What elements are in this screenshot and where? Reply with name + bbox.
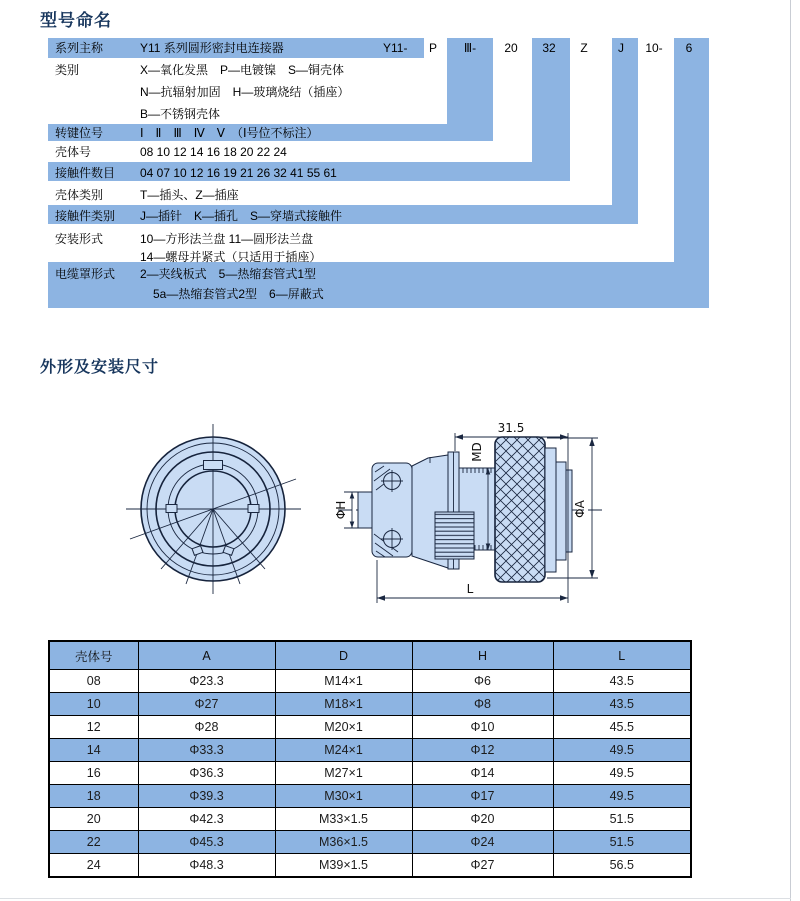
row-value-contact-count: 04 07 10 12 16 19 21 26 32 41 55 61	[140, 166, 337, 180]
row-label-cable-cover: 电缆罩形式	[55, 267, 116, 281]
code-column-cable-cover	[674, 38, 709, 263]
table-row: 22 Φ45.3 M36×1.5 Φ24 51.5	[49, 831, 691, 854]
col-header-l: L	[553, 641, 691, 670]
front-view-drawing	[126, 424, 301, 594]
dim-label-phi-a: ΦA	[573, 500, 587, 518]
page-edge-right	[790, 0, 791, 901]
col-header-h: H	[412, 641, 553, 670]
dimensions-table	[48, 640, 692, 878]
highlight-bar-contact-type	[48, 205, 638, 224]
row-value-series: Y11 系列圆形密封电连接器	[140, 41, 284, 55]
code-segment-contact-type: J	[618, 41, 624, 55]
dim-label-phi-h: ΦH	[334, 500, 348, 520]
table-row: 20 Φ42.3 M33×1.5 Φ20 51.5	[49, 808, 691, 831]
row-value-contact-type: J—插针 K—插孔 S—穿墙式接触件	[140, 209, 343, 223]
row-value-shell-type: T—插头、Z—插座	[140, 188, 239, 202]
row-value-mounting-2: 14—螺母并紧式（只适用于插座）	[140, 250, 322, 264]
col-header-shell: 壳体号	[49, 641, 138, 670]
dim-label-31-5: 31.5	[497, 421, 525, 435]
dim-label-md: MD	[470, 442, 484, 462]
table-row: 08 Φ23.3 M14×1 Φ6 43.5	[49, 670, 691, 693]
row-value-cable-cover-2: 5a—热缩套管式2型 6—屏蔽式	[153, 287, 324, 301]
code-segment-shell-type: Z	[580, 41, 588, 55]
code-segment-cable-cover: 6	[685, 41, 693, 55]
row-label-series: 系列主称	[55, 41, 104, 55]
table-row: 12 Φ28 M20×1 Φ10 45.5	[49, 716, 691, 739]
row-label-mounting: 安装形式	[55, 232, 104, 246]
col-header-a: A	[138, 641, 275, 670]
side-view-drawing	[334, 421, 602, 603]
code-segment-shell-number: 20	[504, 41, 518, 55]
row-value-shell-number: 08 10 12 14 16 18 20 22 24	[140, 145, 287, 159]
row-value-cable-cover-1: 2—夹线板式 5—热缩套管式1型	[140, 267, 317, 281]
keyway-right	[248, 505, 259, 513]
row-label-contact-count: 接触件数目	[55, 166, 116, 180]
row-value-key-position: Ⅰ Ⅱ Ⅲ Ⅳ Ⅴ （Ⅰ号位不标注）	[140, 126, 319, 140]
row-label-shell-type: 壳体类别	[55, 188, 104, 202]
table-row: 18 Φ39.3 M30×1 Φ17 49.5	[49, 785, 691, 808]
row-label-key-position: 转键位号	[55, 126, 104, 140]
page-edge-bottom	[0, 898, 791, 899]
table-row: 16 Φ36.3 M27×1 Φ14 49.5	[49, 762, 691, 785]
keyway-left	[166, 505, 177, 513]
keyway-top	[204, 461, 223, 470]
code-column-contact-count	[532, 38, 570, 163]
col-header-d: D	[275, 641, 412, 670]
section-title-outline: 外形及安装尺寸	[40, 359, 160, 376]
page-title: 型号命名	[40, 11, 112, 30]
code-segment-plating: P	[428, 41, 437, 55]
table-row: 10 Φ27 M18×1 Φ8 43.5	[49, 693, 691, 716]
row-label-shell-number: 壳体号	[55, 145, 92, 159]
code-segment-key-position: Ⅲ-	[463, 41, 477, 55]
table-header-row	[49, 641, 691, 670]
outline-drawing	[0, 390, 800, 635]
table-row: 14 Φ33.3 M24×1 Φ12 49.5	[49, 739, 691, 762]
row-value-category-1: X—氧化发黑 P—电镀镍 S—铜壳体	[140, 63, 345, 77]
code-segment-mounting: 10-	[645, 41, 663, 55]
row-value-category-3: B—不锈钢壳体	[140, 107, 221, 121]
code-segment-contact-count: 32	[542, 41, 556, 55]
row-label-contact-type: 接触件类别	[55, 209, 116, 223]
code-series-prefix: Y11-	[383, 41, 408, 55]
row-value-mounting-1: 10—方形法兰盘 11—圆形法兰盘	[140, 232, 314, 246]
row-value-category-2: N—抗辐射加固 H—玻璃烧结（插座）	[140, 85, 350, 99]
row-label-category: 类别	[55, 63, 80, 77]
dim-label-length: L	[466, 582, 474, 596]
code-column-contact-type	[612, 38, 638, 206]
table-row: 24 Φ48.3 M39×1.5 Φ27 56.5	[49, 854, 691, 878]
